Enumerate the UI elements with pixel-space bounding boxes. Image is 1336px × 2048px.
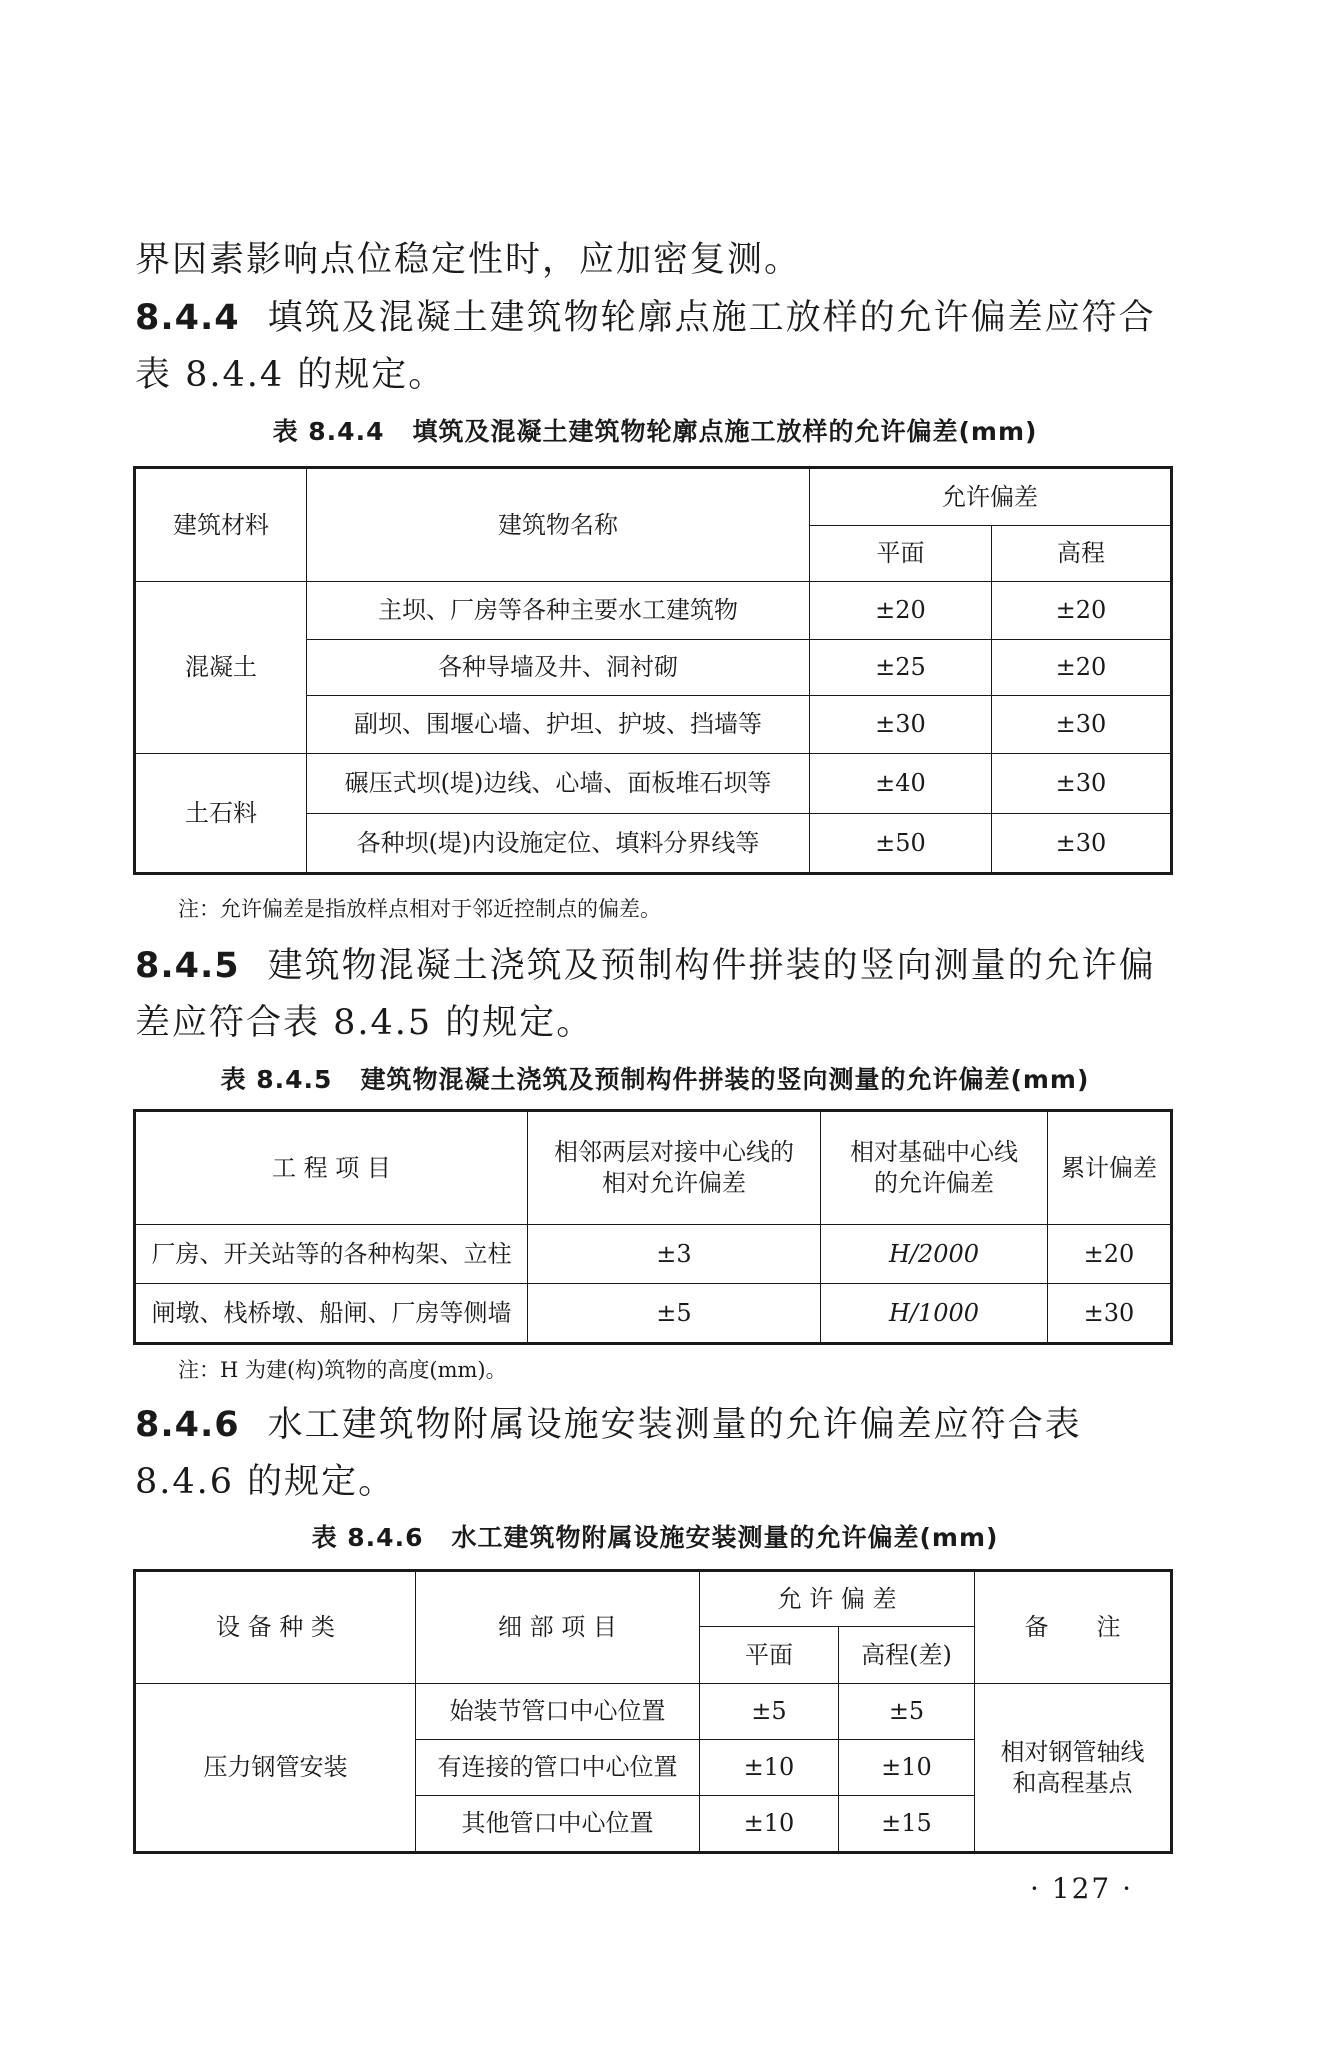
section-number: 8.4.5 bbox=[135, 946, 240, 986]
section-8-4-6-paragraph bbox=[135, 1397, 1175, 1511]
name-cell: 各种导墙及井、洞衬砌 bbox=[307, 640, 810, 696]
base-cell: H/2000 bbox=[821, 1225, 1048, 1284]
page-number: · 127 · bbox=[1030, 1872, 1134, 1905]
name-cell: 副坝、围堰心墙、护坦、护坡、挡墙等 bbox=[307, 696, 810, 754]
item-cell: 闸墩、栈桥墩、船闸、厂房等侧墙 bbox=[135, 1284, 528, 1344]
table-8-4-4-caption bbox=[135, 412, 1175, 448]
header-name: 建筑物名称 bbox=[307, 468, 810, 582]
table-row bbox=[135, 1684, 1172, 1740]
table-8-4-4 bbox=[133, 466, 1173, 875]
header-remark: 备 注 bbox=[975, 1571, 1172, 1684]
elev-cell: ±30 bbox=[992, 814, 1172, 874]
header-cumulative: 累计偏差 bbox=[1048, 1111, 1172, 1225]
header-base: 相对基础中心线 的允许偏差 bbox=[821, 1111, 1048, 1225]
plane-cell: ±40 bbox=[810, 754, 992, 814]
cumulative-cell: ±20 bbox=[1048, 1225, 1172, 1284]
caption-title: 水工建筑物附属设施安装测量的允许偏差(mm) bbox=[451, 1523, 999, 1552]
section-8-4-4-paragraph bbox=[135, 290, 1175, 404]
table-row bbox=[135, 754, 1172, 814]
table-8-4-4-note: 注：允许偏差是指放样点相对于邻近控制点的偏差。 bbox=[178, 897, 661, 921]
adjacent-cell: ±3 bbox=[528, 1225, 821, 1284]
section-text: 水工建筑物附属设施安装测量的允许偏差应符合表 8.4.6 的规定。 bbox=[135, 1405, 1082, 1502]
table-8-4-5 bbox=[133, 1109, 1173, 1345]
section-text: 建筑物混凝土浇筑及预制构件拼装的竖向测量的允许偏差应符合表 8.4.5 的规定。 bbox=[135, 946, 1156, 1043]
caption-title: 建筑物混凝土浇筑及预制构件拼装的竖向测量的允许偏差(mm) bbox=[360, 1065, 1090, 1094]
elev-cell: ±15 bbox=[839, 1796, 975, 1853]
item-cell: 厂房、开关站等的各种构架、立柱 bbox=[135, 1225, 528, 1284]
table-8-4-6-caption bbox=[135, 1518, 1175, 1554]
section-text: 填筑及混凝土建筑物轮廓点施工放样的允许偏差应符合表 8.4.4 的规定。 bbox=[135, 298, 1156, 395]
caption-number: 表 8.4.6 bbox=[311, 1523, 424, 1552]
name-cell: 各种坝(堤)内设施定位、填料分界线等 bbox=[307, 814, 810, 874]
plane-cell: ±10 bbox=[700, 1796, 839, 1853]
table-row bbox=[135, 1225, 1172, 1284]
remark-cell: 相对钢管轴线 和高程基点 bbox=[975, 1684, 1172, 1853]
header-allow: 允 许 偏 差 bbox=[700, 1571, 975, 1627]
caption-number: 表 8.4.5 bbox=[220, 1065, 333, 1094]
elev-cell: ±10 bbox=[839, 1740, 975, 1796]
header-material: 建筑材料 bbox=[135, 468, 307, 582]
elev-cell: ±30 bbox=[992, 696, 1172, 754]
header-elev: 高程 bbox=[992, 526, 1172, 582]
header-detail: 细 部 项 目 bbox=[416, 1571, 700, 1684]
plane-cell: ±25 bbox=[810, 640, 992, 696]
elev-cell: ±5 bbox=[839, 1684, 975, 1740]
name-cell: 主坝、厂房等各种主要水工建筑物 bbox=[307, 582, 810, 640]
caption-number: 表 8.4.4 bbox=[272, 417, 385, 446]
section-number: 8.4.4 bbox=[135, 298, 240, 338]
detail-cell: 其他管口中心位置 bbox=[416, 1796, 700, 1853]
header-adjacent: 相邻两层对接中心线的 相对允许偏差 bbox=[528, 1111, 821, 1225]
section-8-4-5-paragraph bbox=[135, 938, 1175, 1052]
plane-cell: ±20 bbox=[810, 582, 992, 640]
name-cell: 碾压式坝(堤)边线、心墙、面板堆石坝等 bbox=[307, 754, 810, 814]
plane-cell: ±10 bbox=[700, 1740, 839, 1796]
table-8-4-5-note: 注：H 为建(构)筑物的高度(mm)。 bbox=[178, 1358, 507, 1382]
section-number: 8.4.6 bbox=[135, 1405, 240, 1445]
plane-cell: ±5 bbox=[700, 1684, 839, 1740]
plane-cell: ±50 bbox=[810, 814, 992, 874]
base-cell: H/1000 bbox=[821, 1284, 1048, 1344]
material-cell: 土石料 bbox=[135, 754, 307, 874]
detail-cell: 始装节管口中心位置 bbox=[416, 1684, 700, 1740]
material-cell: 混凝土 bbox=[135, 582, 307, 754]
elev-cell: ±20 bbox=[992, 640, 1172, 696]
adjacent-cell: ±5 bbox=[528, 1284, 821, 1344]
header-type: 设 备 种 类 bbox=[135, 1571, 416, 1684]
elev-cell: ±30 bbox=[992, 754, 1172, 814]
table-row bbox=[135, 1284, 1172, 1344]
plane-cell: ±30 bbox=[810, 696, 992, 754]
table-8-4-5-caption bbox=[135, 1060, 1175, 1096]
elev-cell: ±20 bbox=[992, 582, 1172, 640]
header-plane: 平面 bbox=[700, 1627, 839, 1684]
table-8-4-6 bbox=[133, 1569, 1173, 1854]
type-cell: 压力钢管安装 bbox=[135, 1684, 416, 1853]
intro-paragraph: 界因素影响点位稳定性时，应加密复测。 bbox=[135, 240, 802, 280]
header-item: 工 程 项 目 bbox=[135, 1111, 528, 1225]
detail-cell: 有连接的管口中心位置 bbox=[416, 1740, 700, 1796]
header-elev: 高程(差) bbox=[839, 1627, 975, 1684]
table-row bbox=[135, 582, 1172, 640]
header-plane: 平面 bbox=[810, 526, 992, 582]
cumulative-cell: ±30 bbox=[1048, 1284, 1172, 1344]
caption-title: 填筑及混凝土建筑物轮廓点施工放样的允许偏差(mm) bbox=[412, 417, 1038, 446]
header-allow: 允许偏差 bbox=[810, 468, 1172, 526]
